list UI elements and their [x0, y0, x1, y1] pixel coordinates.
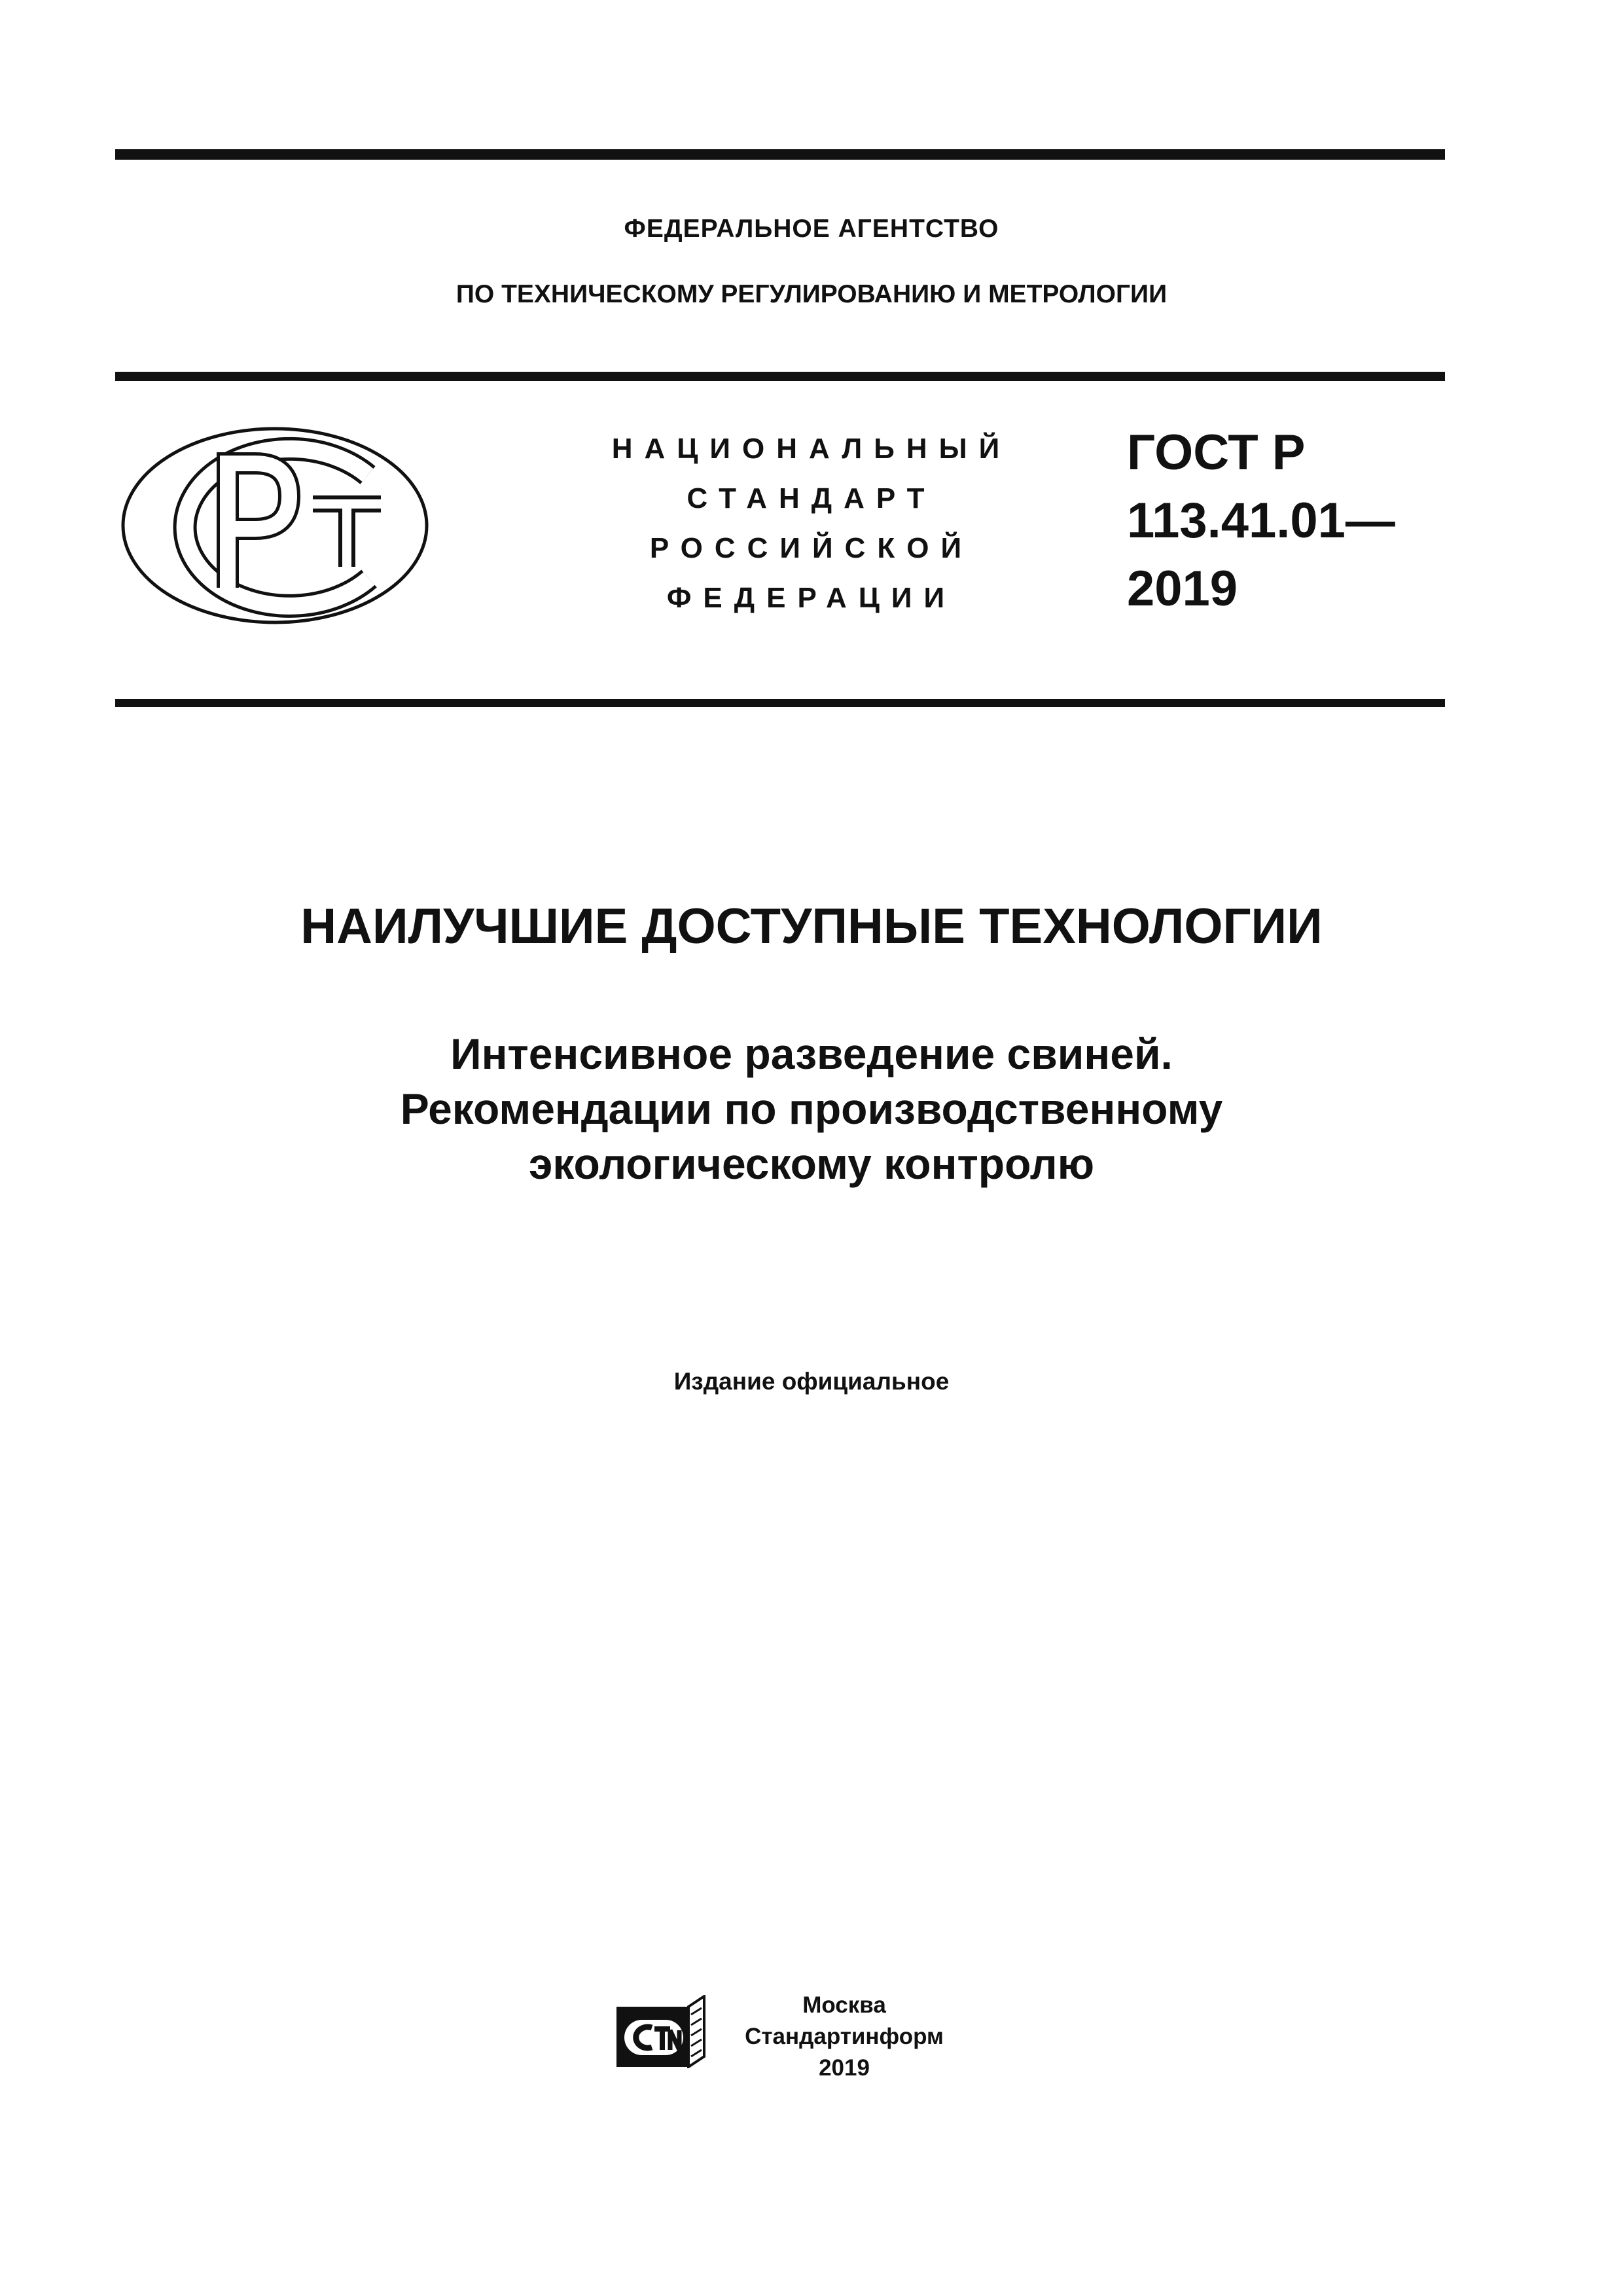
national-standard-line3: РОССИЙСКОЙ: [649, 532, 974, 564]
agency-name-line1: ФЕДЕРАЛЬНОЕ АГЕНТСТВО: [624, 215, 999, 243]
top-divider: [115, 149, 1445, 160]
publisher-info: [733, 1990, 955, 2084]
publisher-city: Москва: [802, 1992, 886, 2018]
national-standard-line4: ФЕДЕРАЦИИ: [666, 582, 957, 614]
standard-designation: [1127, 419, 1395, 623]
subtitle-line3: экологическому контролю: [528, 1139, 1095, 1188]
publisher-year: 2019: [819, 2055, 870, 2081]
agency-name-line2: ПО ТЕХНИЧЕСКОМУ РЕГУЛИРОВАНИЮ И МЕТРОЛОГИИ: [455, 280, 1168, 308]
designation-line1: ГОСТ Р: [1127, 425, 1306, 480]
edition-label: Издание официальное: [673, 1368, 950, 1395]
subtitle-line1: Интенсивное разведение свиней.: [450, 1030, 1173, 1078]
national-standard-line1: НАЦИОНАЛЬНЫЙ: [611, 433, 1012, 465]
publisher-name: Стандартинформ: [745, 2024, 944, 2049]
header-divider: [115, 372, 1445, 381]
header-bottom-divider: [115, 699, 1445, 707]
designation-line3: 2019: [1127, 561, 1238, 617]
national-standard-label: [576, 424, 1047, 623]
national-standard-line2: СТАНДАРТ: [687, 482, 936, 514]
rst-emblem-icon: [118, 424, 432, 627]
subtitle-line2: Рекомендации по производственному: [400, 1085, 1223, 1133]
standartinform-logo-icon: [615, 1995, 707, 2068]
document-title: НАИЛУЧШИЕ ДОСТУПНЫЕ ТЕХНОЛОГИИ: [300, 899, 1323, 954]
designation-line2: 113.41.01—: [1127, 493, 1395, 548]
document-subtitle: [0, 1026, 1623, 1191]
